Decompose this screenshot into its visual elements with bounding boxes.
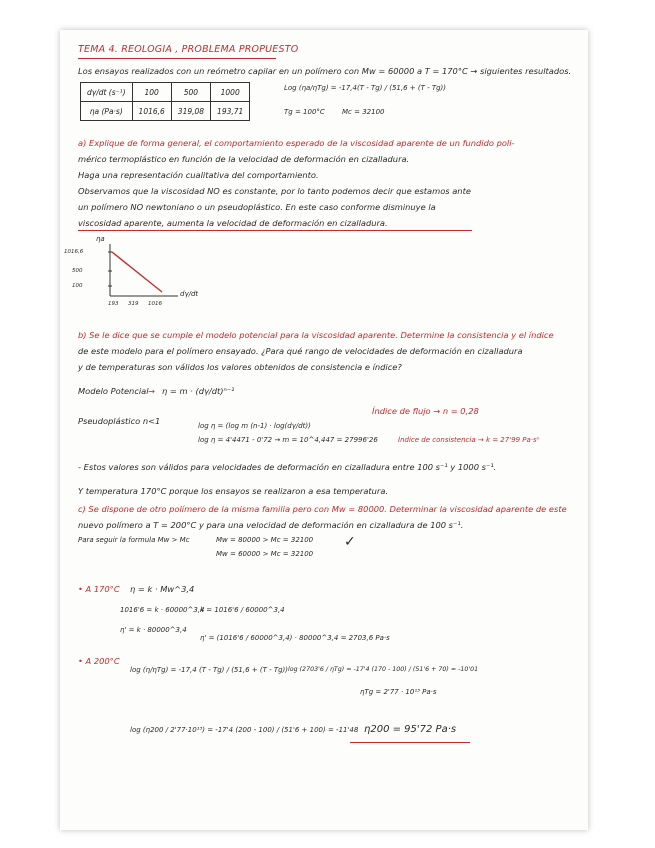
table-cell: 319,08 [171, 102, 210, 121]
eta-prime-equation: η' = k · 80000^3,4 [120, 626, 187, 634]
model-equation: η = m · (dγ/dt)ⁿ⁻¹ [162, 386, 235, 396]
model-arrow: → [148, 386, 155, 396]
table-cell: 500 [171, 83, 210, 102]
question-b-line-3: y de temperaturas son válidos los valores obtenidos de consistencia e índice? [78, 362, 402, 372]
check-icon: ✓ [344, 534, 356, 550]
y-tick-label: 500 [72, 268, 83, 274]
question-c-line-1: c) Se dispone de otro polímero de la misma familia pero con Mw = 80000. Determinar la viscosidad aparente de este [78, 504, 567, 514]
flow-index: Índice de flujo → n = 0,28 [372, 406, 479, 416]
question-b-line-1: b) Se le dice que se cumple el modelo potencial para la viscosidad aparente. Determine la consistencia y el índice [78, 330, 554, 340]
answer-a-line-3: viscosidad aparente, aumenta la velocidad de deformación en cizalladura. [78, 218, 388, 228]
eta-tg-result: ηTg = 2'77 · 10¹³ Pa·s [360, 688, 437, 696]
y-tick-label: 100 [72, 283, 83, 289]
validity-line-2: Y temperatura 170°C porque los ensayos se realizaron a esa temperatura. [78, 486, 389, 496]
comparison-2: Mw = 60000 > Mc = 32100 [216, 550, 314, 558]
final-result: η200 = 95'72 Pa·s [364, 724, 457, 735]
y-tick-label: 1016,6 [64, 249, 84, 255]
x-tick-label: 1016 [148, 301, 162, 307]
tg-value: Tg = 100°C [284, 108, 325, 116]
table-cell: 100 [132, 83, 171, 102]
k-equation-2: k = 1016'6 / 60000^3,4 [200, 606, 285, 614]
comparison-1: Mw = 80000 > Mc = 32100 [216, 536, 314, 544]
formula-note: Para seguir la formula Mw > Mc [78, 536, 190, 544]
intro-text: Los ensayos realizados con un reómetro capilar en un polímero con Mw = 60000 a T = 170°C → siguientes resultados. [78, 66, 572, 76]
final-result-underline [350, 742, 470, 743]
table-cell: 1016,6 [132, 102, 171, 121]
row-label: dγ/dt (s⁻¹) [81, 83, 133, 102]
section-200-substitution: log (2703'6 / ηTg) = -17'4 (170 - 100) / (51'6 + 70) = -10'01 [288, 666, 479, 673]
mc-value: Mc = 32100 [342, 108, 385, 116]
answer-a-line-2: un polímero NO newtoniano o un pseudoplástico. En este caso conforme disminuye la [78, 202, 436, 212]
wlf-equation: Log (ηa/ηTg) = -17,4(T - Tg) / (51,6 + (T - Tg)) [284, 84, 447, 92]
section-200-equation: log (η/ηTg) = -17,4 (T - Tg) / (51,6 + (T - Tg)) [130, 666, 288, 674]
notebook-page [60, 30, 588, 830]
table-row [81, 83, 250, 102]
section-170-label: • A 170°C [78, 584, 120, 594]
graph-x-label: dγ/dt [180, 290, 199, 298]
log-equation-1: log η = (log m (n-1) · log(dγ/dt)) [198, 422, 311, 430]
model-label: Modelo Potencial [78, 386, 149, 396]
graph-y-label: ηa [96, 235, 105, 243]
log-equation-2: log η = 4'4471 - 0'72 → m = 10^4,447 = 27996'26 [198, 436, 378, 444]
pseudoplastic-label: Pseudoplástico n<1 [78, 416, 161, 426]
viscosity-curve [112, 252, 162, 292]
table-row [81, 102, 250, 121]
answer-underline [78, 230, 472, 231]
question-a-line-1: a) Explique de forma general, el comportamiento esperado de la viscosidad aparente de un fundido poli- [78, 138, 515, 148]
results-table [80, 82, 250, 121]
question-c-line-2: nuevo polímero a T = 200°C y para una velocidad de deformación en cizalladura de 100 s⁻¹. [78, 520, 464, 530]
title-underline [78, 58, 276, 59]
validity-line-1: - Estos valores son válidos para velocidades de deformación en cizalladura entre 100 s⁻¹ y 1000 s⁻¹. [78, 462, 497, 472]
row-label: ηa (Pa·s) [81, 102, 133, 121]
page-title: TEMA 4. REOLOGIA , PROBLEMA PROPUESTO [78, 44, 299, 55]
x-tick-label: 319 [128, 301, 139, 307]
section-170-equation: η = k · Mw^3,4 [130, 584, 195, 594]
x-tick-label: 193 [108, 301, 119, 307]
consistency-index: Índice de consistencia → k = 27'99 Pa·sⁿ [398, 436, 540, 444]
final-equation: log (η200 / 2'77·10¹³) = -17'4 (200 - 100) / (51'6 + 100) = -11'48 [130, 726, 359, 734]
eta-prime-result: η' = (1016'6 / 60000^3,4) · 80000^3,4 = 2703,6 Pa·s [200, 634, 390, 642]
question-a-line-3: Haga una representación cualitativa del comportamiento. [78, 170, 319, 180]
question-a-line-2: mérico termoplástico en función de la velocidad de deformación en cizalladura. [78, 154, 410, 164]
answer-a-line-1: Observamos que la viscosidad NO es constante, por lo tanto podemos decir que estamos ante [78, 186, 471, 196]
section-200-label: • A 200°C [78, 656, 120, 666]
table-cell: 1000 [211, 83, 250, 102]
question-b-line-2: de este modelo para el polímero ensayado. ¿Para qué rango de velocidades de deformación en cizalladura [78, 346, 523, 356]
table-cell: 193,71 [211, 102, 250, 121]
k-equation-1: 1016'6 = k · 60000^3,4 [120, 606, 205, 614]
